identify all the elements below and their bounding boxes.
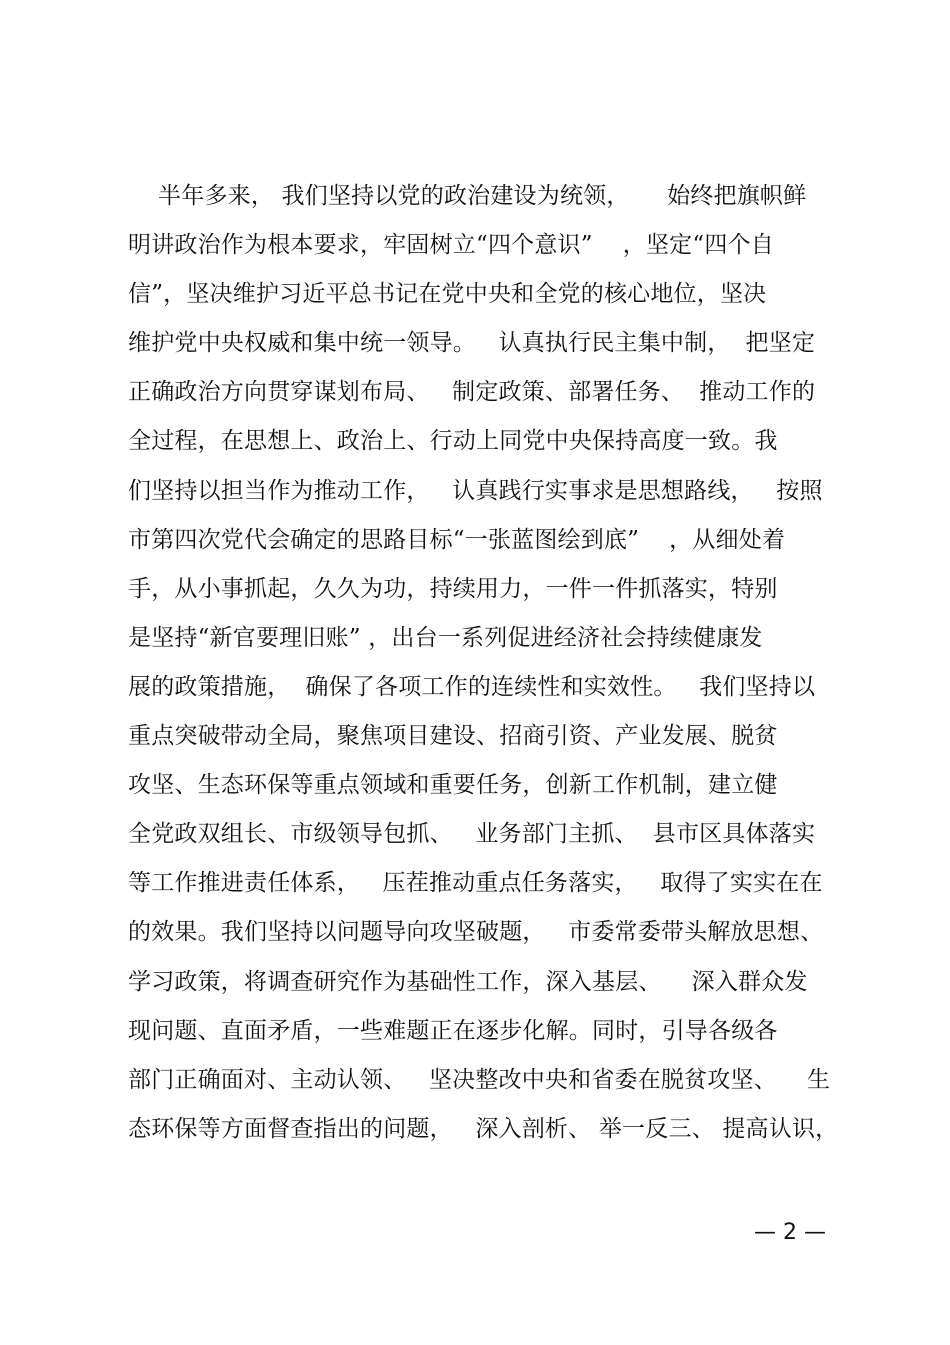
text-line: 信”，坚决维护习近平总书记在党中央和全党的核心地位，坚决	[128, 281, 767, 308]
text-line: 手，从小事抓起，久久为功，持续用力，一件一件抓落实，特别	[128, 575, 778, 602]
text-line: 态环保等方面督查指出的问题， 深入剖析、 举一反三、 提高认识，	[128, 1115, 839, 1142]
text-line: 部门正确面对、主动认领、 坚决整改中央和省委在脱贫攻坚、 生	[128, 1066, 831, 1093]
text-line: 现问题、直面矛盾，一些难题正在逐步化解。同时，引导各级各	[128, 1017, 778, 1044]
text-line: 明讲政治作为根本要求，牢固树立“四个意识” ，坚定“四个自	[128, 232, 774, 259]
body-paragraph	[128, 172, 838, 1154]
text-line: 攻坚、生态环保等重点领域和重要任务，创新工作机制，建立健	[128, 772, 778, 799]
text-line: 全党政双组长、市级领导包抓、 业务部门主抓、 县市区具体落实	[128, 821, 816, 848]
text-line: 半年多来， 我们坚持以党的政治建设为统领， 始终把旗帜鲜	[128, 183, 807, 209]
text-line: 重点突破带动全局，聚焦项目建设、招商引资、产业发展、脱贫	[128, 723, 778, 750]
text-line: 们坚持以担当作为推动工作， 认真践行实事求是思想路线， 按照	[128, 477, 823, 504]
text-line: 正确政治方向贯穿谋划布局、 制定政策、部署任务、 推动工作的	[128, 379, 816, 406]
text-line: 展的政策措施， 确保了各项工作的连续性和实效性。 我们坚持以	[128, 673, 816, 700]
text-line: 维护党中央权威和集中统一领导。 认真执行民主集中制， 把坚定	[128, 330, 816, 357]
text-line: 是坚持“新官要理旧账” ，出台一系列促进经济社会持续健康发	[128, 624, 763, 651]
page-number: — 2 —	[754, 1220, 826, 1245]
text-line: 学习政策，将调查研究作为基础性工作，深入基层、 深入群众发	[128, 968, 808, 995]
text-line: 等工作推进责任体系， 压茬推动重点任务落实， 取得了实实在在	[128, 870, 823, 897]
text-line: 市第四次党代会确定的思路目标“一张蓝图绘到底” ，从细处着	[128, 526, 786, 553]
text-line: 全过程，在思想上、政治上、行动上同党中央保持高度一致。我	[128, 428, 778, 455]
text-line: 的效果。我们坚持以问题导向攻坚破题， 市委常委带头解放思想、	[128, 919, 824, 946]
